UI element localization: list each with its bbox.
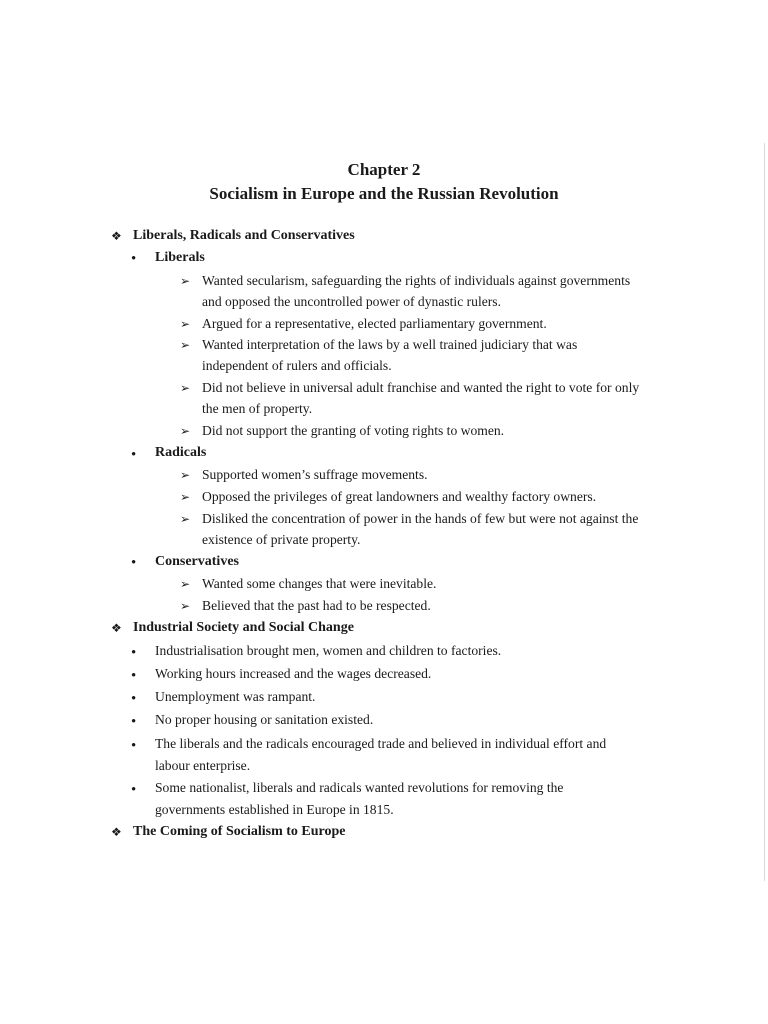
diamond-bullet-icon: ❖	[111, 825, 122, 839]
list-item: The liberals and the radicals encouraged trade and believed in individual effort and	[155, 736, 607, 751]
list-item: Argued for a representative, elected parliamentary government.	[202, 316, 547, 331]
arrow-bullet-icon: ➢	[180, 424, 191, 438]
list-item: Working hours increased and the wages decreased.	[155, 666, 432, 681]
round-bullet-icon: •	[131, 447, 137, 463]
subsection-heading: Liberals	[155, 250, 205, 265]
diamond-bullet-icon: ❖	[111, 229, 122, 243]
list-item: Industrialisation brought men, women and children to factories.	[155, 643, 502, 658]
list-item: Did not support the granting of voting rights to women.	[202, 423, 505, 438]
subsection-heading: Radicals	[155, 445, 207, 460]
section-heading: Liberals, Radicals and Conservatives	[133, 228, 355, 243]
section-heading: The Coming of Socialism to Europe	[133, 824, 346, 839]
arrow-bullet-icon: ➢	[180, 338, 191, 352]
round-bullet-icon: •	[131, 714, 137, 730]
list-item-continued: the men of property.	[202, 401, 313, 416]
list-item: Unemployment was rampant.	[155, 689, 316, 704]
list-item: Did not believe in universal adult franchise and wanted the right to vote for only	[202, 380, 640, 395]
list-item: Wanted secularism, safeguarding the rights of individuals against governments	[202, 273, 631, 288]
subsection-heading: Conservatives	[155, 554, 239, 569]
round-bullet-icon: •	[131, 645, 137, 661]
list-item-continued: independent of rulers and officials.	[202, 358, 392, 373]
arrow-bullet-icon: ➢	[180, 599, 191, 613]
list-item: Wanted interpretation of the laws by a well trained judiciary that was	[202, 337, 578, 352]
list-item: Believed that the past had to be respected.	[202, 598, 431, 613]
list-item: Opposed the privileges of great landowners and wealthy factory owners.	[202, 489, 597, 504]
section-heading: Industrial Society and Social Change	[133, 620, 354, 635]
list-item: Wanted some changes that were inevitable.	[202, 576, 437, 591]
list-item: Supported women’s suffrage movements.	[202, 467, 428, 482]
list-item-continued: and opposed the uncontrolled power of dynastic rulers.	[202, 294, 501, 309]
round-bullet-icon: •	[131, 555, 137, 571]
round-bullet-icon: •	[131, 738, 137, 754]
arrow-bullet-icon: ➢	[180, 317, 191, 331]
list-item: No proper housing or sanitation existed.	[155, 712, 374, 727]
chapter-number: Chapter 2	[347, 160, 421, 179]
arrow-bullet-icon: ➢	[180, 381, 191, 395]
arrow-bullet-icon: ➢	[180, 577, 191, 591]
list-item-continued: existence of private property.	[202, 532, 361, 547]
list-item: Some nationalist, liberals and radicals wanted revolutions for removing the	[155, 780, 564, 795]
list-item: Disliked the concentration of power in the hands of few but were not against the	[202, 511, 639, 526]
arrow-bullet-icon: ➢	[180, 274, 191, 288]
arrow-bullet-icon: ➢	[180, 512, 191, 526]
list-item-continued: labour enterprise.	[155, 758, 251, 773]
round-bullet-icon: •	[131, 668, 137, 684]
arrow-bullet-icon: ➢	[180, 468, 191, 482]
round-bullet-icon: •	[131, 691, 137, 707]
round-bullet-icon: •	[131, 782, 137, 798]
chapter-title: Socialism in Europe and the Russian Revolution	[209, 184, 559, 203]
diamond-bullet-icon: ❖	[111, 621, 122, 635]
list-item-continued: governments established in Europe in 1815.	[155, 802, 394, 817]
round-bullet-icon: •	[131, 251, 137, 267]
arrow-bullet-icon: ➢	[180, 490, 191, 504]
page-edge-line	[764, 143, 765, 881]
